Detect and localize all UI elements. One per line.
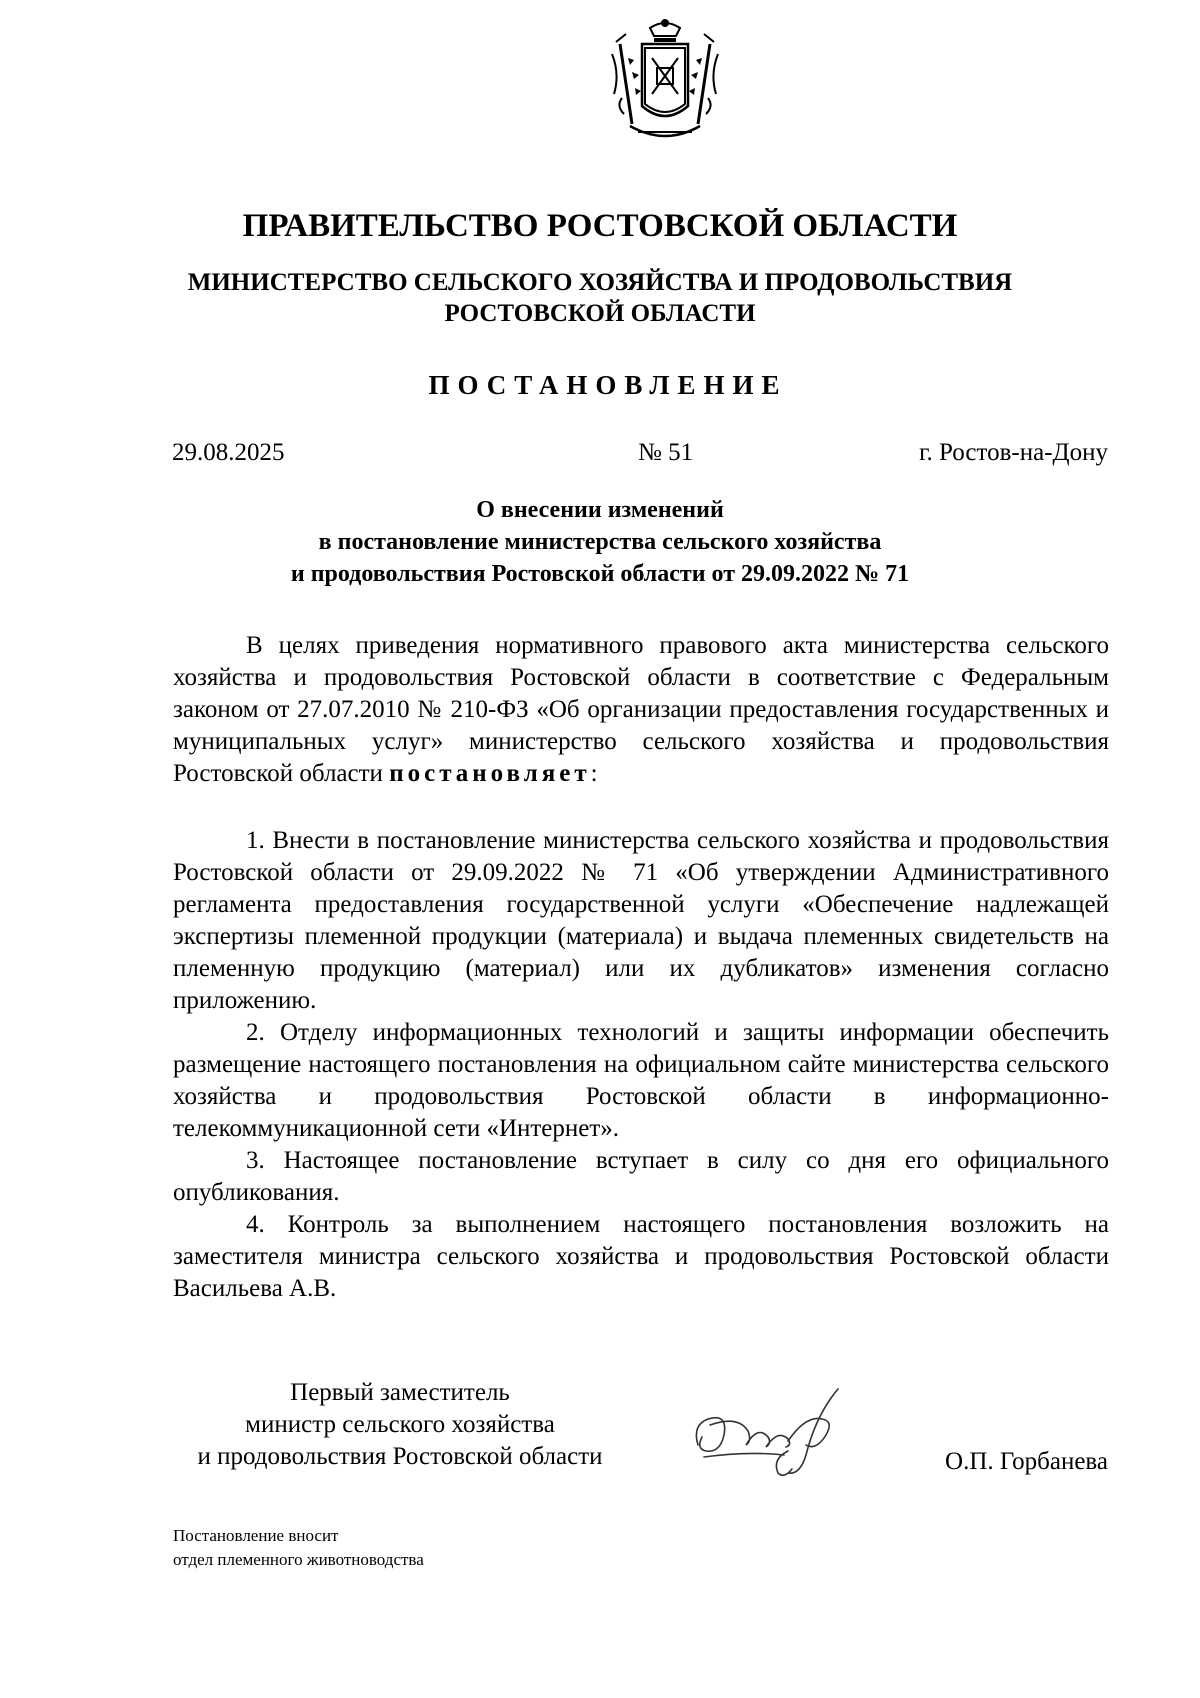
document-number: № 51 [638, 439, 694, 466]
ministry-title-line2: РОСТОВСКОЙ ОБЛАСТИ [444, 300, 756, 327]
footer-note [173, 1524, 424, 1572]
resolution-item-1: 1. Внести в постановление министерства сельского хозяйства и продовольствия Ростовской области от 29.09.2022 № 71 «Об утверждении Административного регламента предоставления государственной услуги «Обеспечение надлежащей экспертизы племенной продукции (материала) и выдача племенных свидетельств на племенную продукцию (материал) или их дубликатов» изменения согласно приложению. [173, 827, 1109, 1014]
position-line1: Первый заместитель [290, 1379, 510, 1406]
position-line3: и продовольствия Ростовской области [197, 1443, 603, 1470]
resolution-item-2: 2. Отделу информационных технологий и защиты информации обеспечить размещение настоящего постановления на официальном сайте министерства сельского хозяйства и продовольствия Ростовской области в информационно-телекоммуникационной сети «Интернет». [173, 1019, 1109, 1142]
resolution-items [173, 825, 1109, 1305]
ministry-title [0, 267, 1200, 329]
subject-line1: О внесении изменений [476, 497, 724, 523]
resolves-word: постановляет [389, 760, 591, 787]
resolution-item-4: 4. Контроль за выполнением настоящего постановления возложить на заместителя министра сельского хозяйства и продовольствия Ростовской области Васильева А.В. [173, 1211, 1109, 1302]
subject-line3: и продовольствия Ростовской области от 29.09.2022 № 71 [290, 561, 910, 587]
document-type: ПОСТАНОВЛЕНИЕ [428, 370, 788, 400]
resolution-item-3: 3. Настоящее постановление вступает в силу со дня его официального опубликования. [173, 1147, 1109, 1206]
preamble-paragraph [173, 630, 1109, 790]
preamble-colon: : [590, 760, 598, 787]
subject-line2: в постановление министерства сельского хозяйства [318, 529, 882, 555]
position-line2: министр сельского хозяйства [245, 1411, 555, 1438]
footer-line1: Постановление вносит [173, 1526, 339, 1545]
coat-of-arms-icon [602, 14, 728, 150]
document-city: г. Ростов-на-Дону [919, 439, 1108, 466]
footer-line2: отдел племенного животноводства [173, 1550, 424, 1569]
document-date: 29.08.2025 [172, 439, 285, 466]
document-subject [0, 494, 1200, 590]
ministry-title-line1: МИНИСТЕРСТВО СЕЛЬСКОГО ХОЗЯЙСТВА И ПРОДОВОЛЬСТВИЯ [187, 269, 1013, 296]
handwritten-signature-icon [688, 1385, 858, 1480]
preamble-text: В целях приведения нормативного правового акта министерства сельского хозяйства и продовольствия Ростовской области в соответствие с Федеральным законом от 27.07.2010 № 210-ФЗ «Об организации предоставления государственных и муниципальных услуг» министерство сельского хозяйства и продовольствия Ростовской области [173, 632, 1109, 787]
preamble [173, 630, 1109, 790]
government-title: ПРАВИТЕЛЬСТВО РОСТОВСКОЙ ОБЛАСТИ [242, 208, 958, 244]
signatory-name: О.П. Горбанева [945, 1448, 1108, 1475]
signatory-position [150, 1377, 650, 1473]
